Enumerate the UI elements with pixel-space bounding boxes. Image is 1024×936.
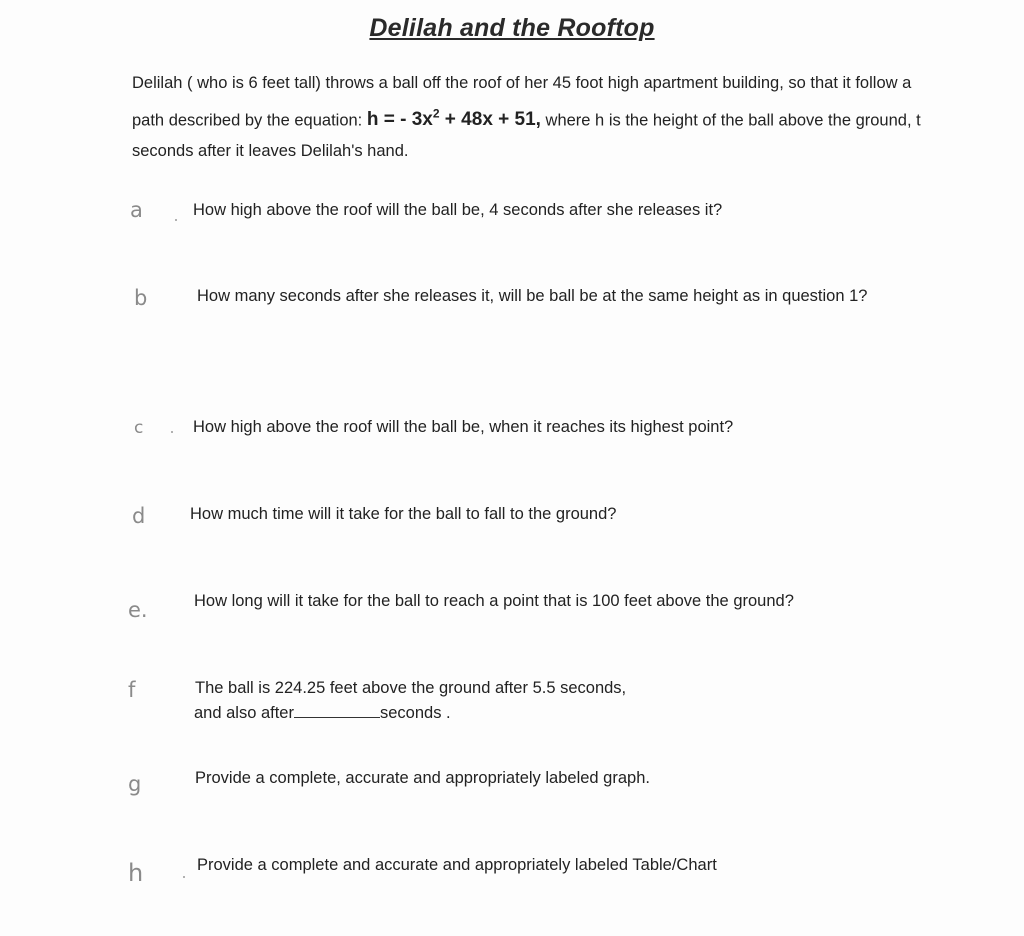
equation-exponent: 2 bbox=[432, 107, 440, 121]
question-g: Provide a complete, accurate and appropriately labeled graph. bbox=[195, 769, 650, 787]
intro-before: Delilah ( who is 6 feet tall) throws a ball off the roof of her 45 foot high apartment building, so that it follow a path described by the equation: bbox=[132, 74, 912, 130]
question-letter-b: b bbox=[134, 286, 148, 310]
question-letter-g: g bbox=[128, 772, 142, 796]
question-letter-h: h bbox=[128, 859, 144, 887]
question-letter-e: e. bbox=[128, 598, 148, 622]
equation-post: + 48x + 51, bbox=[439, 109, 541, 131]
question-letter-f: f bbox=[128, 678, 136, 702]
problem-statement bbox=[132, 68, 932, 167]
equation-pre: h = - 3x bbox=[366, 109, 433, 131]
question-letter-c: c bbox=[134, 418, 144, 438]
question-d: How much time will it take for the ball to fall to the ground? bbox=[190, 505, 617, 523]
question-e: How long will it take for the ball to reach a point that is 100 feet above the ground? bbox=[194, 592, 794, 610]
question-a: How high above the roof will the ball be, 4 seconds after she releases it? bbox=[193, 201, 723, 219]
worksheet-title: Delilah and the Rooftop bbox=[369, 14, 655, 42]
answer-blank bbox=[294, 703, 380, 718]
question-letter-a: a bbox=[130, 198, 143, 222]
pencil-mark bbox=[183, 876, 185, 878]
pencil-mark bbox=[175, 219, 177, 221]
intro-after: where h is the height of the ball above the ground, t seconds after it leaves Delilah's hand. bbox=[132, 111, 921, 161]
question-f-post: seconds . bbox=[379, 704, 451, 722]
question-h: Provide a complete and accurate and appropriately labeled Table/Chart bbox=[197, 856, 717, 874]
question-c: How high above the roof will the ball be, when it reaches its highest point? bbox=[193, 418, 734, 436]
question-b: How many seconds after she releases it, will be ball be at the same height as in question 1? bbox=[197, 287, 868, 305]
equation bbox=[367, 109, 541, 130]
question-letter-d: d bbox=[132, 504, 146, 528]
question-f-line-2 bbox=[194, 701, 451, 726]
pencil-mark bbox=[171, 431, 173, 433]
question-f-pre: and also after bbox=[194, 704, 294, 722]
question-f-line-1: The ball is 224.25 feet above the ground after 5.5 seconds, bbox=[195, 679, 627, 697]
